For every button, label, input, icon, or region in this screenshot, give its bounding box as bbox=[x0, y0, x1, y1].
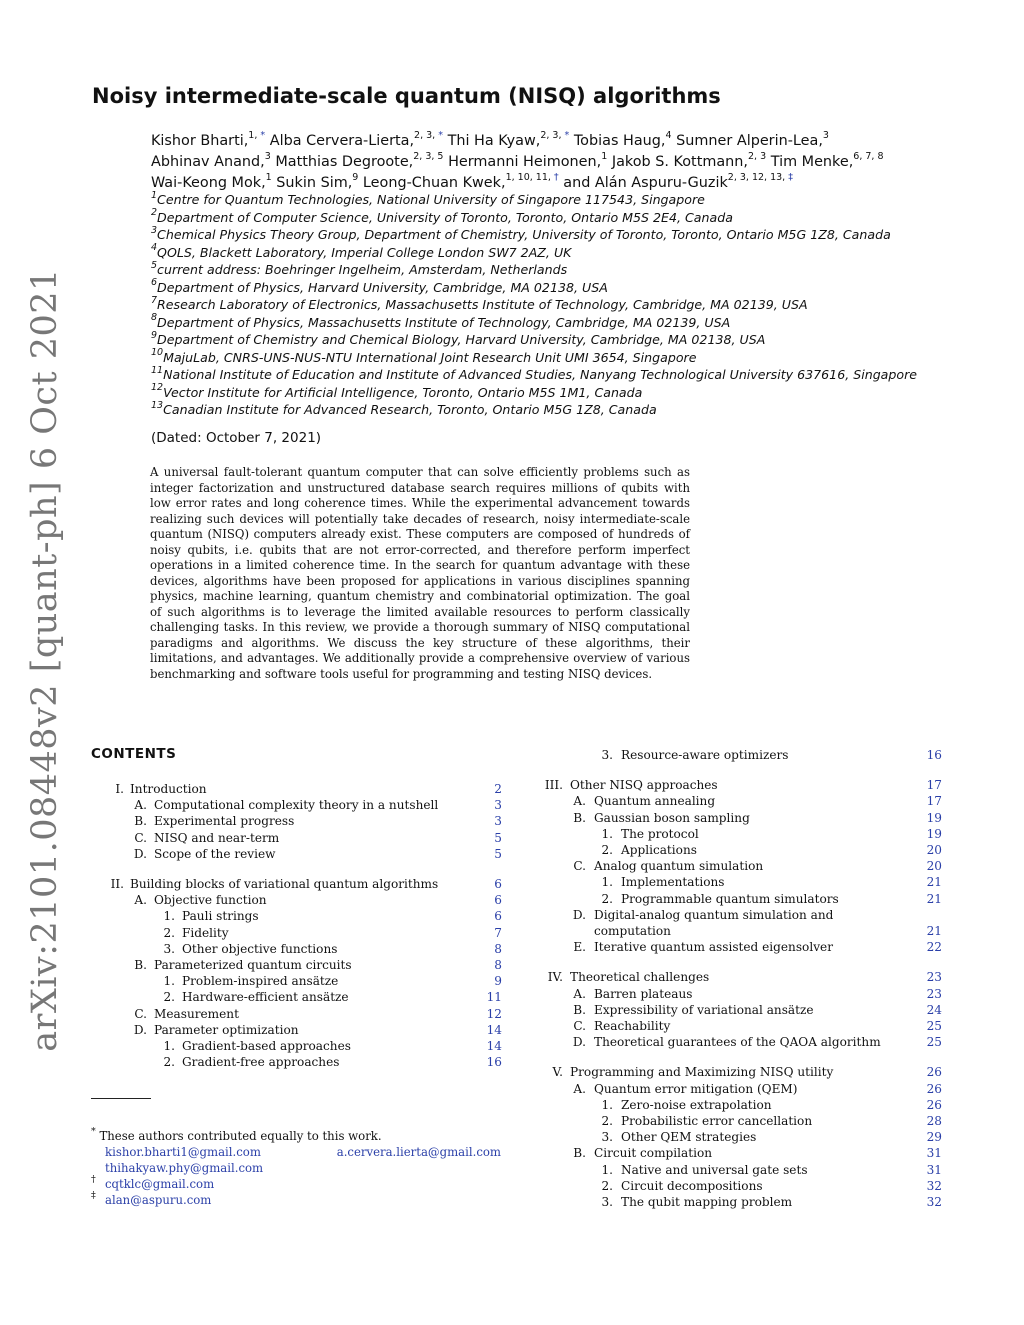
footnote-emails-row bbox=[91, 1160, 501, 1176]
toc-entry-label: Problem-inspired ansätze bbox=[182, 974, 339, 989]
toc-entry-label: Applications bbox=[621, 843, 697, 857]
toc-entry-label: Scope of the review bbox=[154, 846, 276, 861]
double-dagger-mark: ‡ bbox=[91, 1190, 96, 1202]
toc-entry-number: 2. bbox=[163, 1055, 175, 1070]
toc-page-number: 25 bbox=[926, 1019, 942, 1033]
toc-entry-number: E. bbox=[573, 940, 586, 955]
toc-entry-number: C. bbox=[134, 830, 147, 845]
affiliation-numbers: 1, 10, 11, bbox=[505, 172, 551, 184]
author bbox=[151, 172, 272, 191]
author bbox=[275, 151, 444, 170]
toc-page-number: 26 bbox=[926, 1065, 942, 1080]
footnote-dagger bbox=[91, 1176, 501, 1192]
toc-entry-label: Resource-aware optimizers bbox=[621, 748, 789, 762]
toc-page-number: 26 bbox=[926, 1097, 942, 1112]
toc-entry-number: C. bbox=[134, 1006, 147, 1021]
toc-entry-label: Hardware-efficient ansätze bbox=[182, 990, 349, 1005]
toc-page-number: 8 bbox=[494, 941, 502, 956]
toc-page-number: 29 bbox=[926, 1130, 942, 1145]
toc-entry bbox=[0, 1019, 942, 1035]
affiliation-numbers: 9 bbox=[352, 172, 359, 184]
affiliation-number: 9 bbox=[151, 329, 158, 341]
toc-entry-number: I. bbox=[115, 782, 124, 796]
toc-entry bbox=[0, 924, 942, 940]
affiliation bbox=[151, 366, 917, 384]
toc-entry-number: C. bbox=[573, 859, 586, 874]
affiliation bbox=[151, 401, 917, 419]
toc-page-number: 23 bbox=[926, 970, 942, 985]
affiliation bbox=[151, 384, 917, 402]
toc-entry-number: 1. bbox=[601, 1097, 613, 1112]
dagger-mark: † bbox=[91, 1174, 96, 1186]
toc-entry-number: 2. bbox=[601, 843, 613, 857]
toc-entry-number: C. bbox=[573, 1019, 586, 1033]
author bbox=[611, 151, 767, 170]
author bbox=[448, 151, 608, 170]
affiliation-numbers: 2, 3, 12, 13, bbox=[727, 172, 786, 184]
affiliation-text: Canadian Institute for Advanced Research, Toronto, Ontario M5G 1Z8, Canada bbox=[163, 402, 657, 417]
author-name: Thi Ha Kyaw, bbox=[447, 133, 541, 149]
affiliation-numbers: 4 bbox=[665, 130, 672, 142]
author-name: Hermanni Heimonen, bbox=[448, 154, 602, 170]
author-affiliation-marks bbox=[414, 130, 443, 141]
toc-entry-label: Quantum annealing bbox=[594, 794, 716, 809]
toc-page-number: 3 bbox=[494, 814, 502, 829]
affiliation-numbers: 2, 3 bbox=[748, 151, 767, 163]
author-footnote-mark: * bbox=[257, 130, 266, 142]
toc-entry-number: 2. bbox=[601, 1114, 613, 1128]
author-name: Matthias Degroote, bbox=[275, 154, 414, 170]
affiliation bbox=[151, 209, 917, 227]
affiliation-number: 1 bbox=[151, 189, 158, 201]
author-affiliation-marks bbox=[665, 130, 671, 141]
toc-entry-label: Native and universal gate sets bbox=[621, 1162, 808, 1177]
toc-entry-number: B. bbox=[573, 1146, 586, 1161]
footnote-equal-contribution bbox=[91, 1128, 501, 1144]
affiliation-number: 6 bbox=[151, 277, 158, 289]
toc-page-number: 8 bbox=[494, 958, 502, 972]
author-affiliation-marks bbox=[728, 172, 793, 183]
affiliation-text: QOLS, Blackett Laboratory, Imperial College London SW7 2AZ, UK bbox=[157, 244, 572, 260]
affiliation-text: MajuLab, CNRS-UNS-NUS-NTU International Joint Research Unit UMI 3654, Singapore bbox=[163, 349, 697, 365]
toc-entry-label: Gradient-based approaches bbox=[182, 1039, 351, 1053]
footnote-rule bbox=[91, 1098, 151, 1099]
affiliation-number: 11 bbox=[151, 364, 164, 376]
toc-entry bbox=[0, 811, 942, 827]
affiliation bbox=[151, 244, 917, 262]
email-link-bharti[interactable]: kishor.bharti1@gmail.com bbox=[105, 1145, 261, 1159]
toc-page-number: 14 bbox=[486, 1039, 502, 1053]
affiliation-text: Department of Chemistry and Chemical Biology, Harvard University, Cambridge, MA 02138, USA bbox=[157, 332, 766, 347]
toc-entry-label: Circuit compilation bbox=[594, 1146, 713, 1161]
affiliation-list bbox=[151, 191, 917, 419]
affiliation-text: Vector Institute for Artificial Intelligence, Toronto, Ontario M5S 1M1, Canada bbox=[163, 384, 643, 400]
toc-entry-number: B. bbox=[573, 1002, 586, 1017]
author-affiliation-marks bbox=[748, 151, 766, 162]
toc-entry-number: 2. bbox=[601, 891, 613, 906]
toc-entry-number: D. bbox=[133, 846, 147, 861]
toc-page-number: 12 bbox=[486, 1006, 502, 1021]
toc-page-number: 21 bbox=[926, 875, 942, 890]
toc-entry-label: Pauli strings bbox=[182, 909, 259, 924]
affiliation bbox=[151, 314, 917, 332]
affiliation-number: 4 bbox=[151, 242, 158, 254]
email-link-cervera-lierta[interactable]: a.cervera.lierta@gmail.com bbox=[336, 1145, 501, 1159]
toc-entry-number: III. bbox=[544, 778, 563, 793]
author-name: Leong-Chuan Kwek, bbox=[362, 175, 506, 191]
abstract: A universal fault-tolerant quantum computer that can solve efficiently problems such as integer factorization and unstructured database search requires millions of qubits with low error rates and long coherence times. While the experimental advancement towards realizing such devices will potentially take decades of research, noisy intermediate-scale quantum (NISQ) computers already exist. These computers are composed of hundreds of noisy qubits, i.e. qubits that are not error-corrected, and therefore perform imperfect operations in a limited coherence time. In the search for quantum advantage with these devices, algorithms have been proposed for applications in various disciplines spanning physics, machine learning, quantum chemistry and combinatorial optimization. The goal of such algorithms is to leverage the limited available resources to perform classically challenging tasks. In this review, we provide a thorough summary of NISQ computational paradigms and algorithms. We discuss the key structure of these algorithms, their limitations, and advantages. We additionally provide a comprehensive overview of various benchmarking and software tools useful for programming and testing NISQ devices. bbox=[150, 465, 690, 681]
toc-entry bbox=[0, 1082, 942, 1098]
toc-entry-label: Digital-analog quantum simulation and bbox=[594, 907, 834, 922]
affiliation-numbers: 3 bbox=[822, 130, 829, 142]
toc-entry-number: B. bbox=[134, 814, 147, 829]
toc-entry-label: Programming and Maximizing NISQ utility bbox=[570, 1065, 834, 1080]
toc-entry-label: computation bbox=[594, 924, 671, 938]
author-affiliation-marks bbox=[266, 172, 272, 183]
affiliation-numbers: 6, 7, 8 bbox=[853, 151, 884, 163]
toc-entry-label: Other objective functions bbox=[182, 941, 338, 956]
affiliation-number: 3 bbox=[151, 224, 158, 236]
toc-entry-label: Objective function bbox=[154, 893, 267, 908]
toc-entry-label: Theoretical challenges bbox=[570, 970, 710, 985]
author-name: Abhinav Anand, bbox=[151, 154, 265, 170]
toc-entry-number: 1. bbox=[601, 1162, 613, 1177]
affiliation-number: 12 bbox=[151, 382, 164, 394]
toc-entry-number: 3. bbox=[601, 1130, 613, 1145]
toc-entry bbox=[0, 908, 942, 924]
toc-page-number: 23 bbox=[926, 986, 942, 1001]
toc-page-number: 32 bbox=[926, 1178, 942, 1193]
toc-page-number: 31 bbox=[926, 1146, 942, 1161]
affiliation bbox=[151, 226, 917, 244]
toc-page-number: 25 bbox=[926, 1035, 942, 1050]
toc-page-number: 9 bbox=[494, 974, 502, 989]
toc-entry-label: Theoretical guarantees of the QAOA algorithm bbox=[594, 1035, 881, 1050]
affiliation-text: Department of Physics, Harvard University, Cambridge, MA 02138, USA bbox=[157, 279, 608, 295]
toc-entry-label: Reachability bbox=[594, 1019, 671, 1033]
toc-page-number: 19 bbox=[926, 810, 942, 825]
affiliation bbox=[151, 296, 917, 314]
toc-entry-label: Building blocks of variational quantum algorithms bbox=[130, 877, 439, 891]
author bbox=[151, 130, 266, 149]
toc-entry bbox=[0, 778, 942, 794]
author-name: and Alán Aspuru-Guzik bbox=[563, 175, 728, 191]
author bbox=[573, 130, 672, 149]
affiliation-text: current address: Boehringer Ingelheim, Amsterdam, Netherlands bbox=[157, 262, 568, 277]
toc-entry-label: Quantum error mitigation (QEM) bbox=[594, 1081, 798, 1096]
toc-entry-number: A. bbox=[134, 798, 147, 813]
author-name: Kishor Bharti, bbox=[151, 133, 249, 149]
toc-entry-label: Programmable quantum simulators bbox=[621, 891, 839, 906]
toc-page-number: 17 bbox=[926, 778, 942, 793]
affiliation-numbers: 2, 3, bbox=[414, 130, 436, 142]
toc-entry-number: A. bbox=[573, 1081, 586, 1096]
author-name: Sukin Sim, bbox=[276, 175, 353, 191]
toc-entry-label: Gaussian boson sampling bbox=[594, 810, 750, 825]
affiliation bbox=[151, 279, 917, 297]
author-footnote-mark: * bbox=[561, 130, 570, 142]
author-affiliation-marks bbox=[823, 130, 829, 141]
toc-page-number: 16 bbox=[486, 1055, 502, 1070]
author-affiliation-marks bbox=[506, 172, 559, 183]
toc-page-number: 16 bbox=[926, 748, 942, 762]
toc-entry-label: Measurement bbox=[154, 1006, 239, 1021]
affiliation-numbers: 2, 3, bbox=[540, 130, 562, 142]
author bbox=[676, 130, 829, 149]
affiliation-number: 7 bbox=[151, 294, 158, 306]
toc-page-number: 6 bbox=[494, 893, 502, 908]
toc-entry-label: Analog quantum simulation bbox=[594, 859, 764, 874]
author-affiliation-marks bbox=[265, 151, 271, 162]
toc-page-number: 2 bbox=[494, 782, 502, 796]
author bbox=[563, 172, 793, 191]
author-name: Wai-Keong Mok, bbox=[151, 175, 266, 191]
toc-entry-label: Probabilistic error cancellation bbox=[621, 1114, 813, 1128]
toc-entry-label: The protocol bbox=[621, 826, 699, 841]
footnote-text: These authors contributed equally to this work. bbox=[99, 1129, 382, 1143]
toc-page-number: 22 bbox=[926, 940, 942, 955]
toc-entry-number: 1. bbox=[163, 1039, 175, 1053]
toc-entry bbox=[0, 748, 942, 764]
affiliation-numbers: 1 bbox=[265, 172, 272, 184]
affiliation-text: Department of Physics, Massachusetts Institute of Technology, Cambridge, MA 02139, USA bbox=[157, 314, 731, 330]
affiliation-numbers: 3 bbox=[264, 151, 271, 163]
toc-entry-label: Zero-noise extrapolation bbox=[621, 1097, 772, 1112]
toc-entry-label: Introduction bbox=[130, 782, 207, 796]
toc-entry-number: D. bbox=[572, 1035, 586, 1050]
author-name: Alba Cervera-Lierta, bbox=[269, 133, 415, 149]
author-affiliation-marks bbox=[352, 172, 358, 183]
affiliation-text: National Institute of Education and Institute of Advanced Studies, Nanyang Technological University 637616, Singapore bbox=[163, 367, 918, 382]
affiliation-number: 2 bbox=[151, 207, 158, 219]
toc-entry-label: Circuit decompositions bbox=[621, 1178, 763, 1193]
contents-heading: CONTENTS bbox=[91, 746, 177, 762]
toc-entry-number: 3. bbox=[163, 941, 175, 956]
toc-entry bbox=[0, 1098, 942, 1114]
toc-page-number: 21 bbox=[926, 891, 942, 906]
toc-entry-number: D. bbox=[572, 907, 586, 922]
affiliation-number: 8 bbox=[151, 312, 158, 324]
author-name: Tim Menke, bbox=[770, 154, 854, 170]
affiliation-numbers: 1, bbox=[248, 130, 258, 142]
toc-entry bbox=[0, 875, 942, 891]
asterisk-mark: * bbox=[91, 1126, 96, 1138]
toc-entry bbox=[0, 987, 942, 1003]
toc-entry-label: Expressibility of variational ansätze bbox=[594, 1002, 814, 1017]
toc-entry bbox=[0, 970, 942, 989]
author bbox=[276, 172, 359, 191]
author bbox=[151, 151, 271, 170]
toc-entry-number: 1. bbox=[163, 974, 175, 989]
toc-entry bbox=[0, 794, 942, 813]
affiliation-text: Chemical Physics Theory Group, Department of Chemistry, University of Toronto, Toronto, Ontario M5G 1Z8, Canada bbox=[157, 227, 891, 242]
author bbox=[447, 130, 570, 149]
author-footnote-mark: * bbox=[435, 130, 443, 142]
toc-entry-number: A. bbox=[134, 893, 147, 908]
toc-entry-number: 3. bbox=[601, 748, 613, 762]
toc-entry-number: 1. bbox=[163, 909, 175, 924]
toc-page-number: 20 bbox=[926, 843, 942, 857]
author bbox=[362, 172, 559, 191]
toc-page-number: 19 bbox=[926, 826, 942, 841]
affiliation-numbers: 2, 3, 5 bbox=[413, 151, 444, 163]
toc-entry bbox=[0, 1065, 942, 1081]
author bbox=[269, 130, 443, 149]
affiliation bbox=[151, 349, 917, 367]
toc-entry-label: Barren plateaus bbox=[594, 986, 693, 1001]
author-footnote-mark: † bbox=[550, 172, 559, 184]
toc-entry bbox=[0, 859, 942, 875]
toc-entry-label: NISQ and near-term bbox=[154, 830, 280, 845]
author-list bbox=[151, 131, 941, 194]
author-footnote-mark: ‡ bbox=[785, 172, 793, 184]
footnotes bbox=[91, 1128, 501, 1208]
toc-page-number: 28 bbox=[926, 1114, 942, 1128]
author-affiliation-marks bbox=[248, 130, 265, 141]
toc-entry-number: V. bbox=[552, 1065, 563, 1080]
affiliation bbox=[151, 261, 917, 279]
toc-page-number: 20 bbox=[926, 859, 942, 874]
toc-entry-number: II. bbox=[110, 877, 124, 891]
toc-entry-number: 2. bbox=[163, 925, 175, 940]
toc-page-number: 11 bbox=[486, 990, 502, 1005]
toc-entry bbox=[0, 827, 942, 843]
toc-entry-number: 3. bbox=[601, 1195, 613, 1209]
author-name: Sumner Alperin-Lea, bbox=[676, 133, 823, 149]
toc-entry-number: B. bbox=[134, 958, 147, 972]
toc-entry bbox=[0, 892, 942, 908]
toc-entry-label: Computational complexity theory in a nutshell bbox=[154, 798, 439, 813]
toc-page-number: 5 bbox=[494, 830, 502, 845]
toc-entry-label: Implementations bbox=[621, 875, 725, 890]
toc-entry-number: 1. bbox=[601, 826, 613, 841]
toc-entry-label: Parameterized quantum circuits bbox=[154, 958, 352, 972]
toc-page-number: 32 bbox=[926, 1195, 942, 1209]
author-name: Jakob S. Kottmann, bbox=[611, 154, 748, 170]
author-affiliation-marks bbox=[853, 151, 883, 162]
toc-entry bbox=[0, 1003, 942, 1019]
toc-page-number: 14 bbox=[486, 1022, 502, 1037]
toc-entry-label: Other QEM strategies bbox=[621, 1130, 757, 1145]
email-link-kyaw[interactable]: thihakyaw.phy@gmail.com bbox=[105, 1161, 264, 1175]
toc-entry-label: Experimental progress bbox=[154, 814, 295, 829]
toc-entry-number: 1. bbox=[601, 875, 613, 890]
affiliation-text: Research Laboratory of Electronics, Massachusetts Institute of Technology, Cambridge, MA 02139, USA bbox=[157, 297, 808, 312]
affiliation bbox=[151, 191, 917, 209]
author-name: Tobias Haug, bbox=[573, 133, 666, 149]
author-affiliation-marks bbox=[601, 151, 607, 162]
toc-entry-label: The qubit mapping problem bbox=[621, 1195, 793, 1209]
author-affiliation-marks bbox=[413, 151, 443, 162]
toc-page-number: 31 bbox=[926, 1162, 942, 1177]
toc-entry-number: A. bbox=[573, 794, 586, 809]
toc-page-number: 7 bbox=[494, 925, 502, 940]
toc-page-number: 6 bbox=[494, 877, 502, 891]
toc-entry-number: 2. bbox=[163, 990, 175, 1005]
toc-entry-number: 2. bbox=[601, 1178, 613, 1193]
dated-line: (Dated: October 7, 2021) bbox=[151, 430, 322, 446]
toc-page-number: 26 bbox=[926, 1081, 942, 1096]
arxiv-identifier: arXiv:2101.08448v2 [quant-ph] 6 Oct 2021 bbox=[25, 268, 65, 1052]
toc-page-number: 3 bbox=[494, 798, 502, 813]
affiliation bbox=[151, 331, 917, 349]
toc-entry bbox=[0, 843, 942, 859]
affiliation-numbers: 1 bbox=[601, 151, 608, 163]
toc-page-number: 21 bbox=[926, 924, 942, 938]
toc-entry-label: Fidelity bbox=[182, 925, 229, 940]
author-affiliation-marks bbox=[540, 130, 569, 141]
toc-page-number: 17 bbox=[926, 794, 942, 809]
toc-page-number: 5 bbox=[494, 846, 502, 861]
toc-page-number: 24 bbox=[926, 1002, 942, 1017]
toc-entry-number: D. bbox=[133, 1022, 147, 1037]
email-link-kwek[interactable]: cqtklc@gmail.com bbox=[105, 1177, 215, 1191]
paper-title: Noisy intermediate-scale quantum (NISQ) algorithms bbox=[92, 84, 721, 108]
toc-entry-number: B. bbox=[573, 810, 586, 825]
toc-entry-number: IV. bbox=[547, 970, 563, 985]
affiliation-number: 13 bbox=[151, 399, 164, 411]
toc-entry-number: A. bbox=[573, 986, 586, 1001]
toc-entry-label: Parameter optimization bbox=[154, 1022, 299, 1037]
author bbox=[770, 151, 884, 170]
toc-entry-label: Gradient-free approaches bbox=[182, 1055, 340, 1070]
affiliation-text: Department of Computer Science, University of Toronto, Toronto, Ontario M5S 2E4, Canada bbox=[157, 209, 733, 225]
footnote-double-dagger bbox=[91, 1192, 501, 1208]
affiliation-number: 10 bbox=[151, 347, 164, 359]
toc-entry-label: Iterative quantum assisted eigensolver bbox=[594, 940, 833, 955]
footnote-emails-row bbox=[91, 1144, 501, 1160]
toc-entry-label: Other NISQ approaches bbox=[570, 778, 718, 793]
toc-page-number: 6 bbox=[494, 909, 502, 924]
affiliation-text: Centre for Quantum Technologies, National University of Singapore 117543, Singapore bbox=[157, 192, 705, 207]
toc-entry bbox=[0, 940, 942, 956]
toc-entry bbox=[0, 1035, 942, 1051]
affiliation-number: 5 bbox=[151, 259, 158, 271]
email-link-aspuru-guzik[interactable]: alan@aspuru.com bbox=[105, 1193, 212, 1207]
